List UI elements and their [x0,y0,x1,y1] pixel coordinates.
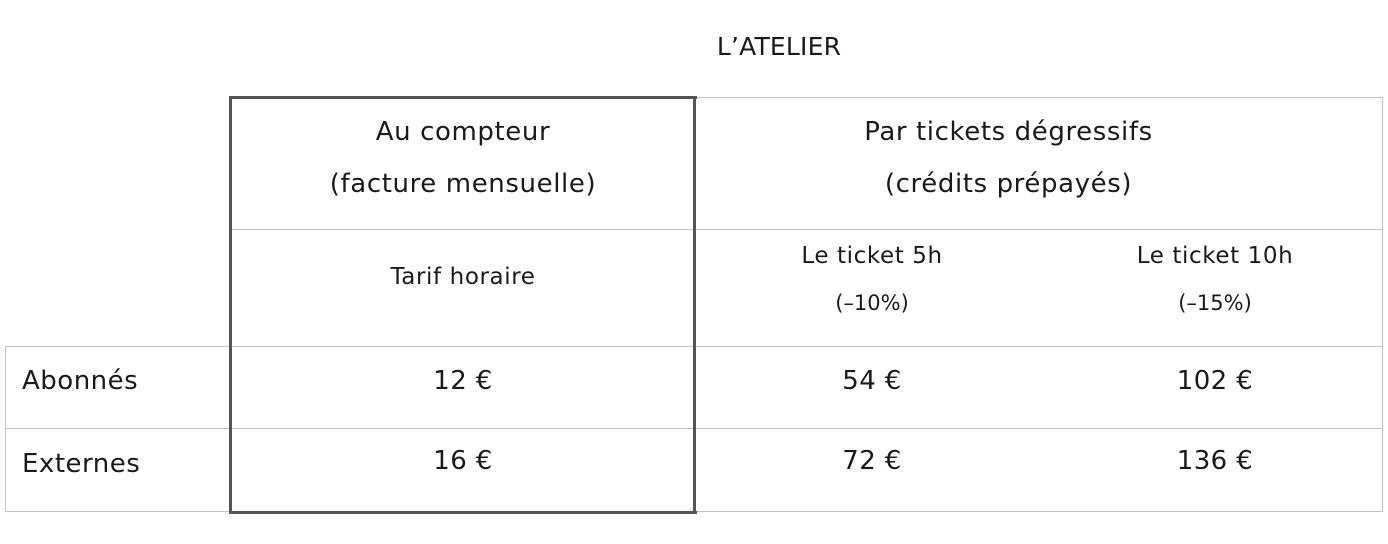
table-cell: 72 € [842,446,902,476]
grid-line-table-bottom-left [5,511,231,512]
row-label-externals: Externes [22,449,141,479]
sub-header-ticket-5h: Le ticket 5h [801,243,943,269]
group-header-meter-line2: (facture mensuelle) [329,169,597,199]
group-header-tickets-line2: (crédits prépayés) [884,169,1133,199]
frame-top [229,96,697,99]
grid-line-left-edge [5,346,6,512]
grid-line-right-edge [1382,97,1383,512]
sub-header-ticket-10h: Le ticket 10h [1136,243,1294,269]
table-cell: 54 € [842,366,902,396]
grid-line-table-bottom-right [695,511,1382,512]
grid-line-top-right [695,97,1382,98]
group-header-tickets-line1: Par tickets dégressifs [864,117,1153,147]
sub-header-ticket-10h-discount: (–15%) [1178,291,1252,315]
row-label-subscribers: Abonnés [22,366,139,396]
table-cell: 136 € [1176,446,1254,476]
table-cell: 12 € [433,366,493,396]
group-header-meter-line1: Au compteur [375,117,551,147]
frame-bottom [229,511,697,514]
table-cell: 16 € [433,446,493,476]
table-cell: 102 € [1176,366,1254,396]
page-title: L’ATELIER [716,32,842,61]
sub-header-ticket-5h-discount: (–10%) [835,291,909,315]
grid-line-subheader-top [230,229,1382,230]
sub-header-hourly-rate: Tarif horaire [390,264,536,290]
